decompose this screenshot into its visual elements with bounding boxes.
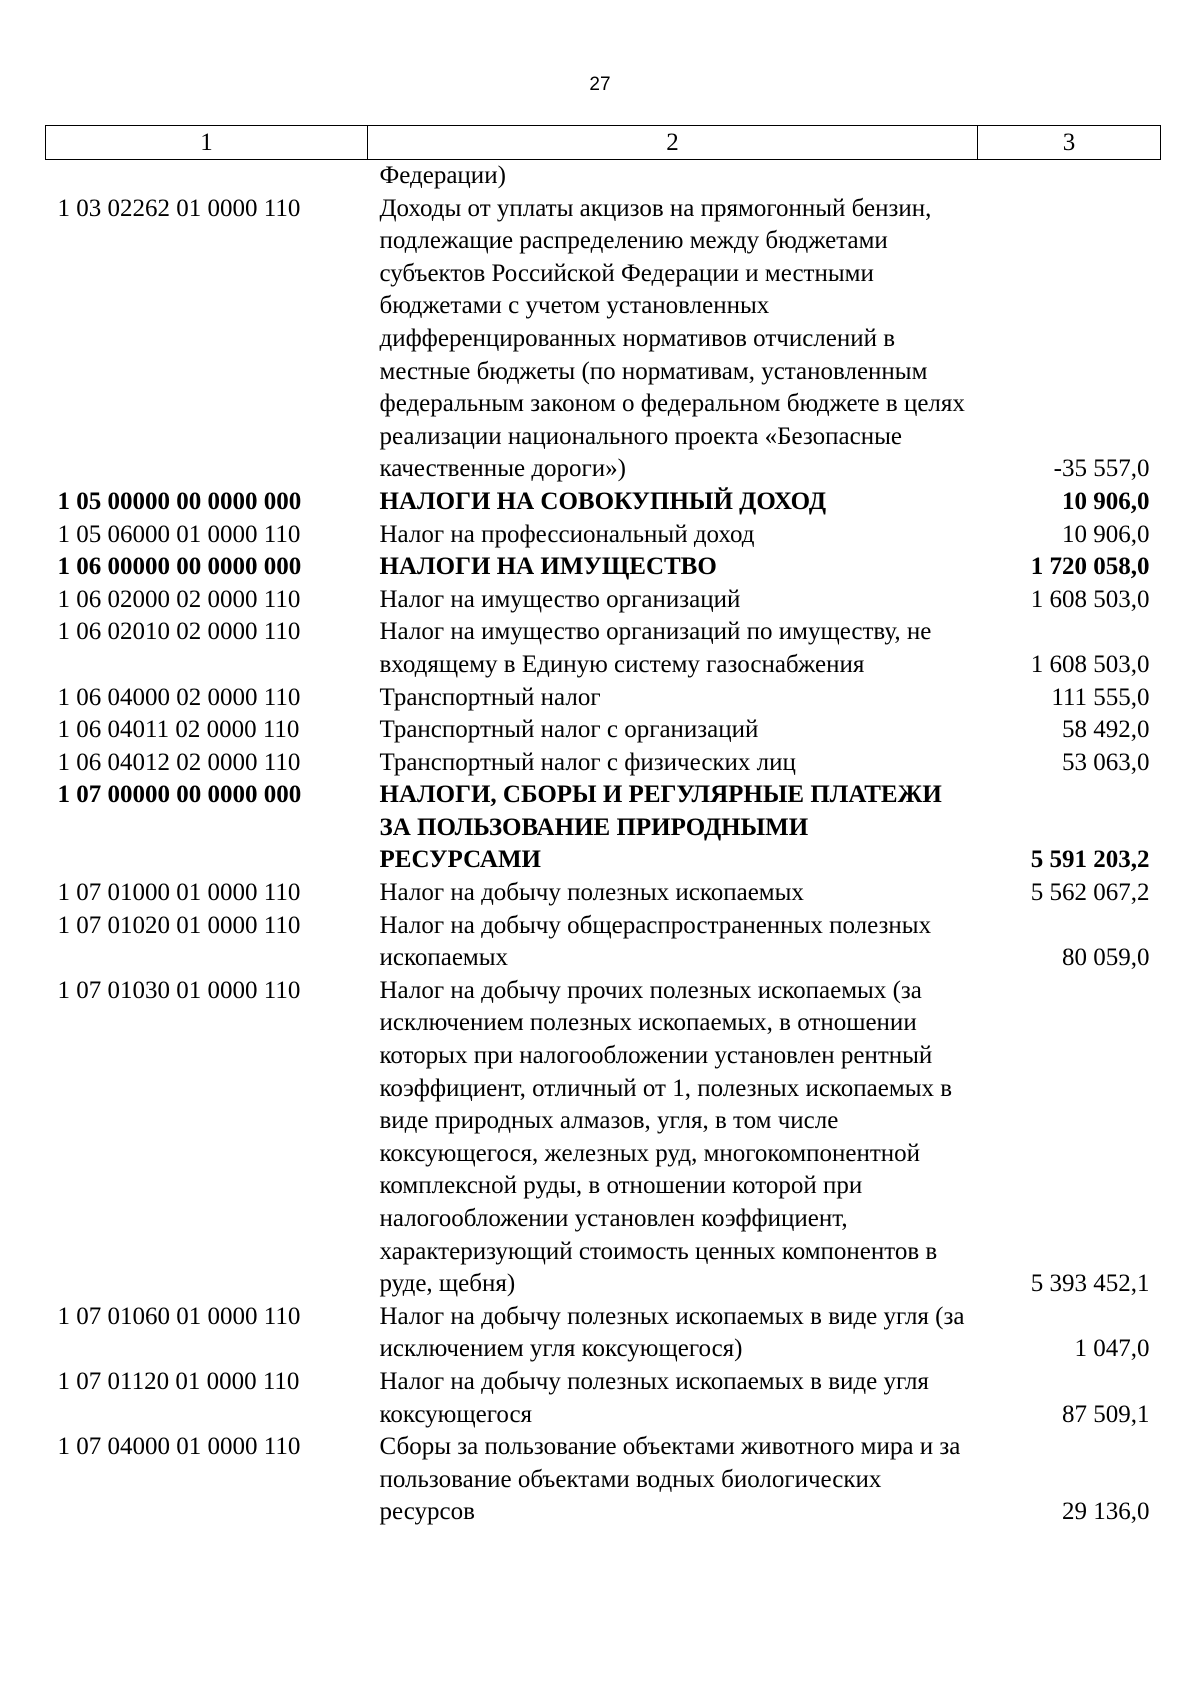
table-row [46, 519, 1161, 552]
page-number: 27 [589, 74, 611, 95]
row-code: 1 07 01020 01 0000 110 [57, 911, 301, 939]
column-header-code: 1 [46, 126, 368, 160]
table-row [46, 877, 1161, 910]
row-name: Сборы за пользование объектами животного мира и за пользование объектами водных биологических ресурсов [379, 1433, 961, 1526]
revenue-table [45, 125, 1161, 1529]
row-amount: 53 063,0 [1062, 748, 1150, 776]
row-name: Налог на добычу общераспространенных полезных ископаемых [379, 911, 932, 972]
row-amount [978, 160, 1161, 193]
row-name: НАЛОГИ, СБОРЫ И РЕГУЛЯРНЫЕ ПЛАТЕЖИ ЗА ПОЛЬЗОВАНИЕ ПРИРОДНЫМИ РЕСУРСАМИ [379, 781, 942, 874]
row-amount: 1 047,0 [1074, 1335, 1150, 1363]
row-code: 1 07 01000 01 0000 110 [57, 879, 301, 907]
row-name: НАЛОГИ НА ИМУЩЕСТВО [379, 553, 717, 581]
row-name: Налог на добычу прочих полезных ископаемых (за исключением полезных ископаемых, в отношении которых при налогообложении установлен рентный коэффициент, отличный от 1, полезных ископаемых в виде природных алмазов, угля, в том числе коксующегося, железных руд, многокомпонентной комплексной руды, в отношении которой при налогообложении установлен коэффициент, характеризующий стоимость ценных компонентов в руде, щебня) [379, 976, 953, 1298]
row-amount: 111 555,0 [1051, 683, 1150, 711]
table-row [46, 584, 1161, 617]
row-amount: 58 492,0 [1062, 716, 1150, 744]
row-code: 1 07 01030 01 0000 110 [57, 976, 301, 1004]
row-name: Налог на добычу полезных ископаемых в виде угля (за исключением угля коксующегося) [379, 1302, 965, 1363]
row-code: 1 07 01060 01 0000 110 [57, 1302, 301, 1330]
row-name: Налог на имущество организаций [379, 585, 741, 613]
row-name: Налог на имущество организаций по имуществу, не входящему в Единую систему газоснабжения [379, 618, 932, 678]
row-amount: -35 557,0 [1053, 455, 1150, 483]
table-row [46, 193, 1161, 486]
row-amount: 5 591 203,2 [1030, 846, 1150, 874]
column-header-name: 2 [368, 126, 978, 160]
row-code: 1 06 02000 02 0000 110 [57, 585, 301, 613]
row-name: Налог на добычу полезных ископаемых в виде угля коксующегося [379, 1367, 929, 1428]
row-amount: 10 906,0 [1062, 520, 1150, 548]
table-header [46, 126, 1161, 160]
table-row [46, 714, 1161, 747]
table-row [46, 551, 1161, 584]
row-amount: 1 720 058,0 [1030, 553, 1150, 581]
row-name: Транспортный налог [379, 683, 601, 711]
row-name: Доходы от уплаты акцизов на прямогонный бензин, подлежащие распределению между бюджетами субъектов Российской Федерации и местными бюджетами с учетом установленных дифференцированных нормативов отчислений в местные бюджеты (по нормативам, установленным федеральным законом о федеральном бюджете в целях реализации национального проекта «Безопасные качественные дороги») [379, 194, 965, 483]
row-code: 1 07 04000 01 0000 110 [57, 1433, 301, 1461]
table-row [46, 910, 1161, 975]
row-code: 1 06 04000 02 0000 110 [57, 683, 301, 711]
header-row [46, 126, 1161, 160]
row-code: 1 05 06000 01 0000 110 [57, 520, 301, 548]
row-amount: 1 608 503,0 [1030, 650, 1150, 678]
row-amount: 87 509,1 [1062, 1400, 1150, 1428]
row-code: 1 03 02262 01 0000 110 [57, 194, 301, 222]
table-row [46, 1301, 1161, 1366]
row-amount: 29 136,0 [1062, 1498, 1150, 1526]
table-row [46, 779, 1161, 877]
row-code: 1 06 02010 02 0000 110 [57, 618, 301, 646]
row-code [46, 160, 368, 193]
row-amount: 80 059,0 [1062, 944, 1150, 972]
row-code: 1 06 04012 02 0000 110 [57, 748, 301, 776]
row-code: 1 05 00000 00 0000 000 [57, 487, 302, 515]
table-row [46, 616, 1161, 681]
row-name: Транспортный налог с физических лиц [379, 748, 796, 776]
row-code: 1 06 00000 00 0000 000 [57, 553, 302, 581]
table-row [46, 1431, 1161, 1529]
table-body [46, 160, 1161, 1529]
table-row [46, 747, 1161, 780]
row-amount: 5 562 067,2 [1030, 879, 1150, 907]
row-name: Транспортный налог с организаций [379, 716, 759, 744]
column-header-amount: 3 [978, 126, 1161, 160]
row-code: 1 06 04011 02 0000 110 [57, 716, 300, 744]
row-amount: 5 393 452,1 [1030, 1270, 1150, 1298]
row-name: Налог на добычу полезных ископаемых [379, 879, 804, 907]
row-name: Налог на профессиональный доход [379, 520, 755, 548]
row-name: НАЛОГИ НА СОВОКУПНЫЙ ДОХОД [379, 487, 827, 515]
row-name: Федерации) [379, 162, 506, 189]
row-code: 1 07 00000 00 0000 000 [57, 781, 302, 809]
row-amount: 10 906,0 [1062, 487, 1150, 515]
row-amount: 1 608 503,0 [1030, 585, 1150, 613]
table-row [46, 975, 1161, 1301]
table-row [46, 486, 1161, 519]
table-row [46, 1366, 1161, 1431]
row-code: 1 07 01120 01 0000 110 [57, 1367, 300, 1395]
table-row [46, 160, 1161, 193]
table-row [46, 682, 1161, 715]
